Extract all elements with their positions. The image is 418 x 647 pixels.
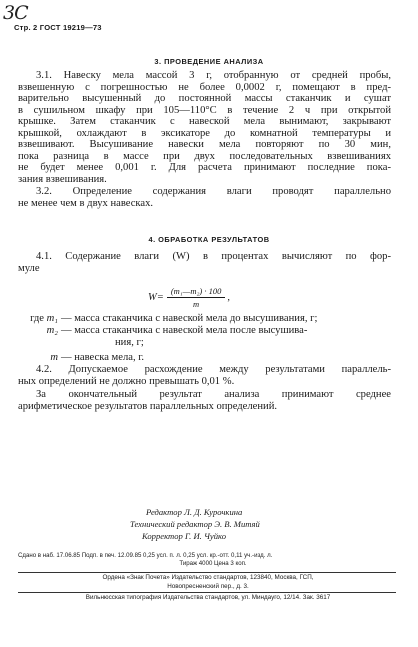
proofreader-credit: Корректор Г. И. Чуйко [142,531,227,541]
definition-row [18,313,398,325]
text-line: взвешивают. Высушивание навески мела повторяют по 30 мин, [18,139,391,150]
tech-editor-credit: Технический редактор Э. В. Митяй [130,519,260,529]
definition-symbol: m₂ [46,325,58,336]
formula-denominator: m [193,299,200,309]
formula-tail: , [227,292,230,303]
definition-symbol [18,337,61,349]
text-line: зания взвешивания. [18,173,107,185]
definition-row [18,352,398,364]
text-line: 4.1. Содержание влаги (W) в процентах вычисляют по фор- [36,251,391,262]
paragraph-3-1 [18,70,391,185]
footer-line: Новопресненский пер., д. 3. [167,582,249,590]
text-line: муле [18,262,40,274]
text-line: крышкой, охлаждают в эксикаторе до комнатной температуры и [18,127,391,139]
paragraph-4-1 [18,251,391,274]
text-line: взвешенную с погрешностью не более 0,0002 г, помещают в пред- [18,81,391,93]
section-4-title: 4. ОБРАБОТКА РЕЗУЛЬТАТОВ [148,235,270,244]
publisher-footer [18,574,398,591]
footer-line: Ордена «Знак Почета» Издательство стандартов, 123840, Москва, ГСП, [102,574,314,581]
section-3-title: 3. ПРОВЕДЕНИЕ АНАЛИЗА [154,57,264,66]
formula-numerator: (m₁—m₂) · 100 [167,286,226,298]
text-line: арифметическое результатов параллельных определений. [18,400,278,412]
text-line: ных определений не должно превышать 0,01 %. [18,375,235,387]
text-line: крышке. Затем стаканчик с навеской мела вынимают, закрывают [18,116,391,127]
page-header: Стр. 2 ГОСТ 19219—73 [14,23,102,32]
footer-line: Вильнюсская типография Издательства стандартов, ул. Миндауго, 12/14. Зак. 3617 [85,594,331,601]
print-imprint [18,552,408,568]
printer-footer [18,594,398,603]
text-line: За окончательный результат анализа принимают среднее [36,389,391,400]
definition-symbol: m [50,352,58,363]
definition-symbol: где m₁ [30,313,58,324]
definition-row [18,337,398,349]
text-line: не будет менее 0,001 г. Для расчета принимают последние пока- [18,162,391,173]
definition-text: — масса стаканчика с навеской мела после высушива- [61,325,308,336]
formula-definitions [18,313,398,364]
text-line: 3.2. Определение содержания влаги проводят параллельно [36,186,391,197]
text-line: 3.1. Навеску мела массой 3 г, отобранную от средней пробы, [36,70,391,81]
text-line: в сушильном шкафу при 105—110°С в течение 2 ч при открытой [18,104,391,116]
text-line: пока разница в массе при двух последовательных взвешиваниях [18,150,391,162]
definition-text: — навеска мела, г. [61,352,145,363]
paragraph-4-3 [18,389,391,412]
definition-text: — масса стаканчика с навеской мела до высушивания, г; [61,313,318,324]
paragraph-3-2 [18,186,391,209]
editor-credit: Редактор Л. Д. Курочкина [146,507,243,517]
divider [18,592,396,593]
moisture-formula [148,286,230,309]
imprint-line: Тираж 4000 Цена 3 коп. [179,560,247,567]
editorial-credits [130,506,340,542]
text-line: варительно высушенный до постоянной массы стаканчик и сушат [18,93,391,104]
definition-row [18,325,398,337]
formula-lhs: W= [148,292,164,303]
text-line: 4.2. Допускаемое расхождение между результатами параллель- [36,364,391,375]
imprint-line: Сдано в наб. 17.06.85 Подп. в печ. 12.09.85 0,25 усл. п. л. 0,25 усл. кр.-отт. 0,11 уч.-изд. л. [18,552,273,559]
formula-fraction [167,286,226,309]
text-line: не менее чем в двух навесках. [18,197,154,209]
definition-text: ния, г; [115,337,144,348]
paragraph-4-2 [18,364,391,387]
handwritten-page-mark: 3С [3,2,28,24]
divider [18,572,396,573]
